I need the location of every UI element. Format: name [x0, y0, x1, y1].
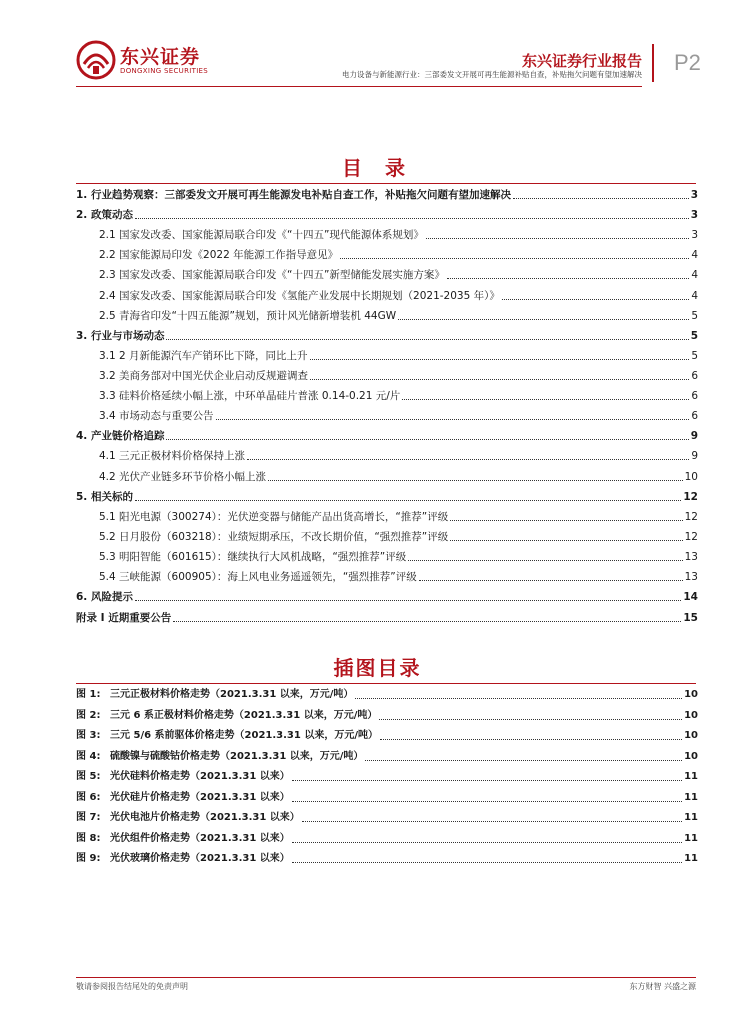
dot-leader	[408, 559, 682, 561]
toc-entry[interactable]	[76, 246, 698, 262]
dot-leader	[340, 257, 689, 259]
dot-leader	[398, 318, 689, 320]
dot-leader	[447, 277, 689, 279]
figure-entry-page: 11	[684, 791, 698, 803]
figure-entry-page: 11	[684, 812, 698, 823]
toc-entry-page: 15	[683, 612, 698, 624]
figure-entry[interactable]	[76, 727, 698, 743]
toc-entry-page: 12	[683, 491, 698, 503]
figure-title: 光伏硅片价格走势（2021.3.31 以来）	[110, 791, 290, 803]
figure-title: 光伏电池片价格走势（2021.3.31 以来）	[110, 812, 300, 823]
figure-entry[interactable]	[76, 809, 698, 825]
figure-number: 图 2:	[76, 709, 101, 721]
figure-entry-label	[76, 709, 379, 723]
toc-entry[interactable]	[76, 226, 698, 242]
toc-entry[interactable]	[76, 508, 698, 524]
figure-number: 图 7:	[76, 812, 101, 823]
toc-entry-page: 12	[684, 531, 698, 543]
toc-entry[interactable]	[76, 387, 698, 403]
toc-entry[interactable]	[76, 548, 698, 564]
toc-entry[interactable]	[76, 568, 698, 584]
dot-leader	[247, 458, 689, 460]
toc-entry-page: 14	[683, 591, 698, 603]
dot-leader	[450, 519, 682, 521]
toc-entry[interactable]	[76, 347, 698, 363]
dot-leader	[379, 718, 682, 720]
figure-entry[interactable]	[76, 789, 698, 805]
toc-entry-page: 4	[691, 269, 698, 281]
toc-entry[interactable]	[76, 609, 698, 625]
dot-leader	[302, 820, 682, 822]
toc-title: 目 录	[342, 156, 413, 180]
toc-entry-page: 3	[690, 209, 698, 221]
footer-slogan: 东方财智 兴盛之源	[629, 982, 696, 991]
figure-title: 硫酸镍与硫酸钴价格走势（2021.3.31 以来，万元/吨）	[110, 750, 364, 762]
figure-number: 图 4:	[76, 750, 101, 762]
toc-title-rule	[76, 183, 696, 184]
dongxing-logo-icon	[76, 40, 116, 80]
toc-entry-page: 12	[684, 511, 698, 523]
figure-entry-page: 10	[684, 750, 698, 762]
logo-english-name: DONGXING SECURITIES	[120, 67, 209, 75]
dot-leader	[292, 841, 682, 843]
figure-entry[interactable]	[76, 850, 698, 866]
figure-number: 图 8:	[76, 832, 101, 844]
header-rule	[76, 86, 642, 87]
figure-entry-label	[76, 770, 292, 784]
figure-entry-page: 10	[684, 709, 698, 721]
toc-entry[interactable]	[76, 206, 698, 222]
toc-entry[interactable]	[76, 307, 698, 323]
dot-leader	[166, 438, 688, 440]
dot-leader	[173, 620, 681, 622]
figure-entry-label	[76, 791, 292, 805]
dot-leader	[419, 579, 683, 581]
figure-entry[interactable]	[76, 830, 698, 846]
toc-entry-page: 9	[691, 450, 698, 462]
toc-entry-title: 4.1 三元正极材料价格保持上涨	[99, 450, 246, 462]
dot-leader	[166, 338, 688, 340]
dot-leader	[268, 479, 683, 481]
toc-entry-page: 5	[691, 350, 698, 362]
toc-entry-page: 13	[684, 551, 698, 563]
figure-title: 光伏组件价格走势（2021.3.31 以来）	[110, 832, 290, 844]
figure-number: 图 6:	[76, 791, 101, 803]
toc-entry-title: 5.4 三峡能源（600905）：海上风电业务遥遥领先，“强烈推荐”评级	[99, 571, 417, 583]
toc-entry-title: 2.3 国家发改委、国家能源局联合印发《“十四五”新型储能发展实施方案》	[99, 269, 445, 281]
toc-entry[interactable]	[76, 488, 698, 504]
toc-entry-page: 4	[691, 290, 698, 302]
toc-entry-page: 4	[691, 249, 698, 261]
figure-number: 图 1:	[76, 689, 101, 700]
header-divider	[652, 44, 654, 82]
report-subtitle: 电力设备与新能源行业：三部委发文开展可再生能源补贴自查，补贴拖欠问题有望加速解决	[342, 70, 642, 79]
figure-title: 三元 6 系正极材料价格走势（2021.3.31 以来，万元/吨）	[110, 709, 378, 721]
dot-leader	[216, 418, 690, 420]
toc-entry-title: 2.2 国家能源局印发《2022 年能源工作指导意见》	[99, 249, 339, 261]
toc-entry-title: 5. 相关标的	[76, 491, 133, 503]
toc-entry[interactable]	[76, 528, 698, 544]
figure-entry-page: 11	[684, 853, 698, 864]
figure-entry-label	[76, 688, 355, 702]
disclaimer-note: 敬请参阅报告结尾处的免责声明	[76, 982, 188, 991]
toc-entry[interactable]	[76, 266, 698, 282]
toc-entry[interactable]	[76, 367, 698, 383]
figure-number: 图 3:	[76, 730, 101, 741]
toc-entry-title: 2.1 国家发改委、国家能源局联合印发《“十四五”现代能源体系规划》	[99, 229, 424, 241]
figure-entry-page: 11	[684, 832, 698, 844]
toc-entry[interactable]	[76, 186, 698, 202]
toc-entry-title: 3.2 美商务部对中国光伏企业启动反规避调查	[99, 370, 309, 382]
figure-title: 三元正极材料价格走势（2021.3.31 以来，万元/吨）	[110, 689, 354, 700]
figure-entry-label	[76, 832, 292, 846]
toc-entry-title: 3. 行业与市场动态	[76, 330, 165, 342]
toc-entry[interactable]	[76, 407, 698, 423]
toc-entry-title: 附录 I 近期重要公告	[76, 612, 172, 624]
figure-entry-page: 10	[684, 689, 698, 700]
dot-leader	[292, 779, 682, 781]
dot-leader	[292, 861, 682, 863]
toc-entry-title: 5.3 明阳智能（601615）：继续执行大风机战略，“强烈推荐”评级	[99, 551, 407, 563]
toc-entry[interactable]	[76, 427, 698, 443]
toc-entry-title: 1. 行业趋势观察：三部委发文开展可再生能源发电补贴自查工作，补贴拖欠问题有望加速解决	[76, 189, 511, 201]
footer-rule	[76, 977, 696, 978]
report-type-title: 东兴证券行业报告	[521, 52, 642, 70]
figures-title-rule	[76, 683, 696, 684]
toc-entry-title: 3.4 市场动态与重要公告	[99, 410, 214, 422]
figure-entry-page: 11	[684, 771, 698, 782]
toc-entry-page: 5	[691, 310, 698, 322]
logo-chinese-name: 东兴证券	[120, 46, 201, 68]
figure-entry-page: 10	[684, 730, 698, 741]
dot-leader	[310, 378, 689, 380]
toc-entry-title: 6. 风险提示	[76, 591, 133, 603]
figure-entry-label	[76, 811, 302, 825]
dot-leader	[292, 800, 682, 802]
page-number: P2	[674, 50, 701, 75]
company-logo	[76, 40, 256, 84]
figure-entry-label	[76, 852, 292, 866]
toc-entry-title: 3.1 2 月新能源汽车产销环比下降，同比上升	[99, 350, 308, 362]
figure-number: 图 9:	[76, 853, 101, 864]
figure-number: 图 5:	[76, 771, 101, 782]
toc-entry-page: 6	[691, 410, 698, 422]
figure-title: 光伏硅料价格走势（2021.3.31 以来）	[110, 771, 290, 782]
dot-leader	[402, 398, 689, 400]
figure-entry-label	[76, 729, 380, 743]
dot-leader	[502, 298, 689, 300]
figure-entry[interactable]	[76, 686, 698, 702]
dot-leader	[310, 358, 690, 360]
dot-leader	[513, 197, 689, 199]
dot-leader	[355, 697, 682, 699]
figure-title: 三元 5/6 系前驱体价格走势（2021.3.31 以来，万元/吨）	[110, 730, 378, 741]
toc-entry-title: 5.1 阳光电源（300274）：光伏逆变器与储能产品出货高增长，“推荐”评级	[99, 511, 449, 523]
toc-entry[interactable]	[76, 468, 698, 484]
dot-leader	[135, 217, 689, 219]
toc-entry-page: 9	[690, 430, 698, 442]
figure-entry[interactable]	[76, 748, 698, 764]
toc-entry-title: 5.2 日月股份（603218）：业绩短期承压，不改长期价值，“强烈推荐”评级	[99, 531, 449, 543]
page-header	[0, 0, 755, 90]
dot-leader	[135, 599, 681, 601]
dot-leader	[365, 759, 682, 761]
figure-entry[interactable]	[76, 768, 698, 784]
dot-leader	[450, 539, 682, 541]
figure-entry[interactable]	[76, 707, 698, 723]
toc-entry-title: 4. 产业链价格追踪	[76, 430, 165, 442]
toc-entry-page: 3	[690, 189, 698, 201]
dot-leader	[380, 738, 682, 740]
toc-entry[interactable]	[76, 327, 698, 343]
dot-leader	[135, 499, 681, 501]
toc-entry-title: 2. 政策动态	[76, 209, 133, 221]
toc-entry[interactable]	[76, 588, 698, 604]
figure-entry-label	[76, 750, 365, 764]
toc-entry-page: 13	[684, 571, 698, 583]
dot-leader	[426, 237, 689, 239]
toc-entry[interactable]	[76, 287, 698, 303]
toc-entry-page: 6	[691, 390, 698, 402]
toc-entry-title: 3.3 硅料价格延续小幅上涨，中环单晶硅片普涨 0.14-0.21 元/片	[99, 390, 401, 402]
figure-title: 光伏玻璃价格走势（2021.3.31 以来）	[110, 853, 290, 864]
toc-entry-page: 3	[691, 229, 698, 241]
toc-entry-page: 6	[691, 370, 698, 382]
toc-entry-title: 4.2 光伏产业链多环节价格小幅上涨	[99, 471, 267, 483]
toc-entry-title: 2.4 国家发改委、国家能源局联合印发《氢能产业发展中长期规划（2021-2035 年）》	[99, 290, 500, 302]
toc-entry-page: 5	[690, 330, 698, 342]
figures-title: 插图目录	[333, 656, 422, 680]
toc-entry-title: 2.5 青海省印发“十四五能源”规划，预计风光储新增装机 44GW	[99, 310, 397, 322]
toc-entry[interactable]	[76, 447, 698, 463]
toc-entry-page: 10	[684, 471, 698, 483]
